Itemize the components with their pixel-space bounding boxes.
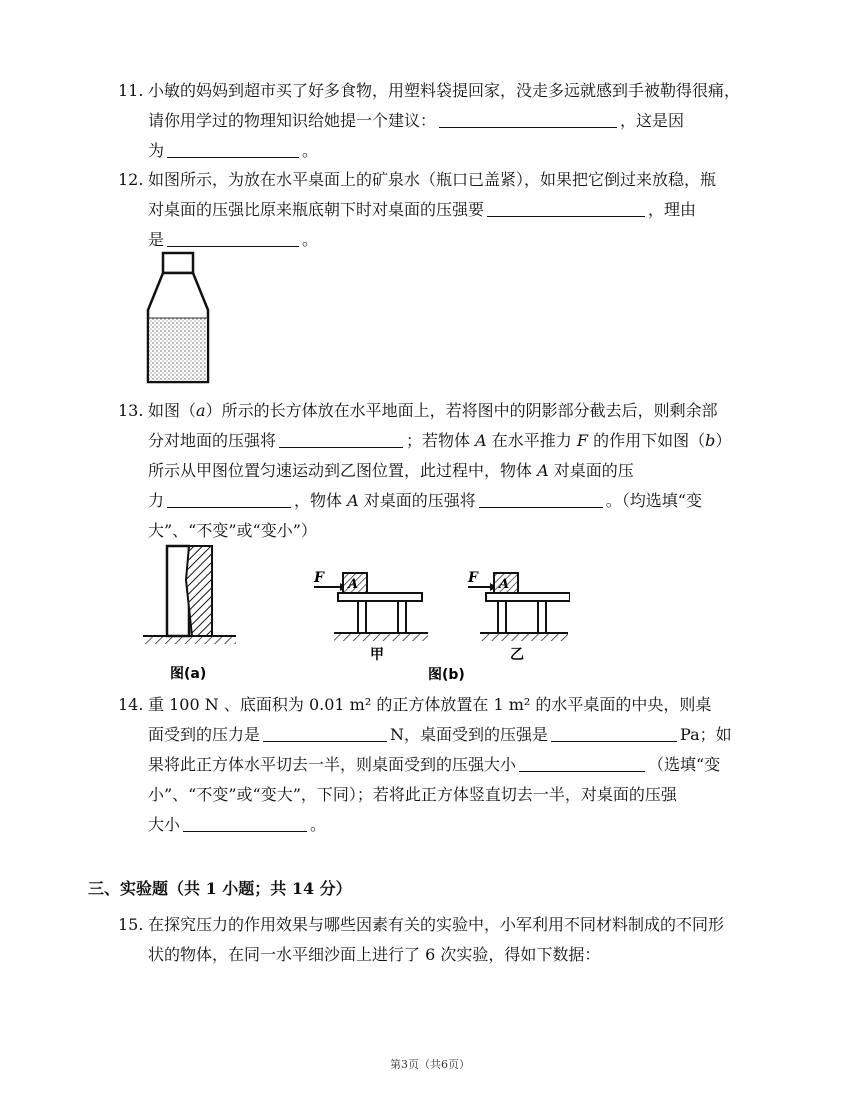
question-number: 13. bbox=[118, 401, 144, 420]
q14-unit2: Pa；如 bbox=[680, 725, 732, 744]
question-12 bbox=[118, 165, 768, 255]
q13-var-F: F bbox=[576, 431, 588, 450]
q15-line1: 在探究压力的作用效果与哪些因素有关的实验中，小军利用不同材料制成的不同形 bbox=[148, 915, 725, 934]
figure-a-caption: 图(a) bbox=[170, 666, 207, 682]
bottle-figure bbox=[140, 250, 220, 385]
answer-blank[interactable] bbox=[167, 489, 291, 508]
block-label: A bbox=[499, 577, 510, 592]
q12-line3b: 。 bbox=[302, 230, 319, 249]
q11-line3b: 。 bbox=[302, 141, 319, 160]
q14-line2a: 面受到的压力是 bbox=[148, 725, 261, 744]
figure-b-caption: 图(b) bbox=[428, 667, 465, 683]
q14-table-area: 1 m² bbox=[493, 695, 531, 714]
q13-line1a: 如图（ bbox=[148, 401, 197, 420]
q15-line2: 状的物体，在同一水平细沙面上进行了 6 次实验，得如下数据： bbox=[148, 945, 601, 964]
q13-var-A: A bbox=[537, 461, 549, 480]
q14-line3b: （选填“变 bbox=[648, 755, 721, 774]
q13-var-b: b bbox=[705, 431, 716, 450]
question-number: 12. bbox=[118, 170, 144, 189]
q14-unit1: N，桌面受到的压强是 bbox=[390, 725, 549, 744]
answer-blank[interactable] bbox=[167, 228, 299, 247]
q13-var-A: A bbox=[475, 431, 487, 450]
question-11 bbox=[118, 76, 768, 166]
q11-line2b: ，这是因 bbox=[620, 111, 685, 130]
q13-line1b: ）所示的长方体放在水平地面上，若将图中的阴影部分截去后，则剩余部 bbox=[205, 401, 718, 420]
question-14 bbox=[118, 690, 768, 840]
q13-var-A: A bbox=[347, 491, 359, 510]
q14-line4: 小”、“不变”或“变大”，下同）；若将此正方体竖直切去一半，对桌面的压强 bbox=[148, 785, 677, 804]
answer-blank[interactable] bbox=[279, 429, 403, 448]
question-13 bbox=[118, 396, 768, 546]
q14-line5a: 大小 bbox=[148, 815, 181, 834]
q14-line1a: 重 bbox=[148, 695, 165, 714]
figure-a bbox=[140, 540, 240, 685]
q13-line4a: 力 bbox=[148, 491, 165, 510]
q13-line2a: 分对地面的压强将 bbox=[148, 431, 277, 450]
q14-weight: 100 N bbox=[169, 695, 219, 714]
q11-line2a: 请你用学过的物理知识给她提一个建议： bbox=[148, 111, 437, 130]
q12-line3a: 是 bbox=[148, 230, 165, 249]
answer-blank[interactable] bbox=[519, 753, 645, 772]
question-15 bbox=[118, 910, 768, 970]
q13-line2c: 在水平推力 bbox=[491, 431, 572, 450]
question-number: 14. bbox=[118, 695, 144, 714]
q12-line2b: ，理由 bbox=[648, 200, 697, 219]
q11-line3a: 为 bbox=[148, 141, 165, 160]
q13-line5: 大”、“不变”或“变小”） bbox=[148, 521, 317, 540]
q14-line1c: 的正方体放置在 bbox=[376, 695, 489, 714]
question-number: 11. bbox=[118, 81, 144, 100]
cuboid bbox=[167, 546, 189, 636]
q13-line4b: ，物体 bbox=[294, 491, 343, 510]
table-jia bbox=[313, 570, 428, 663]
page-footer: 第3页（共6页） bbox=[390, 1058, 470, 1071]
water bbox=[149, 318, 207, 381]
q13-line3b: 对桌面的压 bbox=[553, 461, 634, 480]
q12-line2a: 对桌面的压强比原来瓶底朝下时对桌面的压强要 bbox=[148, 200, 485, 219]
force-label: F bbox=[314, 570, 324, 586]
bottle-cap bbox=[163, 253, 193, 273]
q14-line1d: 的水平桌面的中央，则桌 bbox=[535, 695, 712, 714]
q14-line5b: 。 bbox=[310, 815, 327, 834]
answer-blank[interactable] bbox=[183, 813, 307, 832]
q12-line1: 如图所示，为放在水平桌面上的矿泉水（瓶口已盖紧），如果把它倒过来放稳，瓶 bbox=[148, 170, 717, 189]
q11-line1: 小敏的妈妈到超市买了好多食物，用塑料袋提回家，没走多远就感到手被勒得很痛， bbox=[148, 81, 741, 100]
answer-blank[interactable] bbox=[439, 109, 617, 128]
q13-var-a: a bbox=[196, 401, 206, 420]
q14-area: 0.01 m² bbox=[308, 695, 372, 714]
q13-line4c: 对桌面的压强将 bbox=[363, 491, 476, 510]
section-heading: 三、实验题（共 1 小题；共 14 分） bbox=[88, 879, 352, 898]
block-label: A bbox=[348, 577, 359, 592]
force-label: F bbox=[468, 570, 478, 586]
answer-blank[interactable] bbox=[167, 139, 299, 158]
q13-line4d: 。（均选填“变 bbox=[605, 491, 702, 510]
q13-line3: 所示从甲图位置匀速运动到乙图位置，此过程中，物体 bbox=[148, 461, 533, 480]
figure-b bbox=[310, 555, 570, 685]
label-jia: 甲 bbox=[370, 647, 384, 663]
answer-blank[interactable] bbox=[487, 198, 645, 217]
label-yi: 乙 bbox=[510, 647, 524, 663]
q13-line2b: ；若物体 bbox=[406, 431, 471, 450]
answer-blank[interactable] bbox=[479, 489, 603, 508]
answer-blank[interactable] bbox=[551, 723, 677, 742]
q14-line3a: 果将此正方体水平切去一半，则桌面受到的压强大小 bbox=[148, 755, 517, 774]
answer-blank[interactable] bbox=[263, 723, 387, 742]
question-number: 15. bbox=[118, 915, 144, 934]
q13-line2d: 的作用下如图（ bbox=[593, 431, 706, 450]
q14-line1b: 、底面积为 bbox=[223, 695, 304, 714]
q13-line2e: ） bbox=[715, 431, 732, 450]
table-yi bbox=[467, 570, 570, 663]
